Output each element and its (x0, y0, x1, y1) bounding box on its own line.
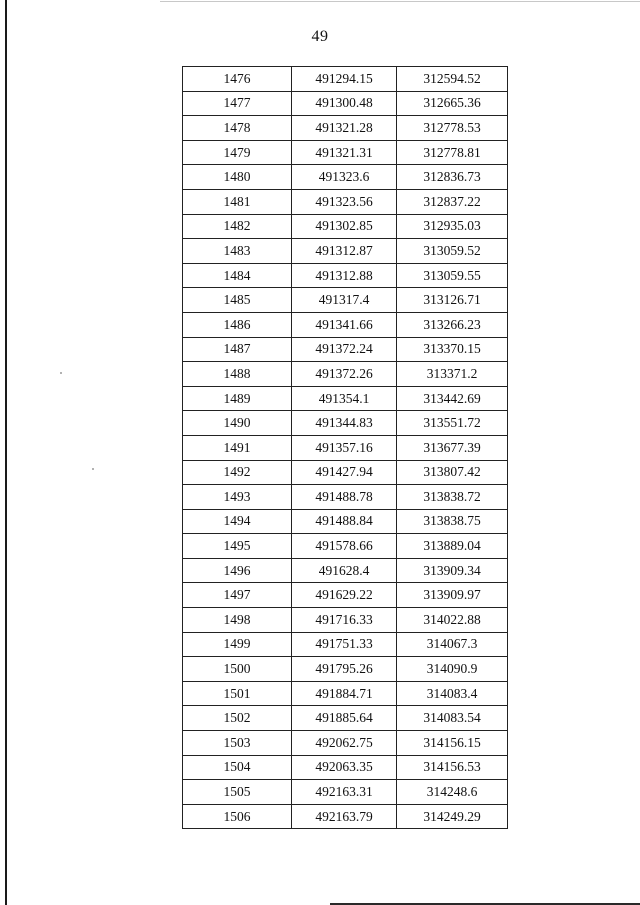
x-coordinate-cell: 491354.1 (292, 386, 397, 411)
point-number-cell: 1480 (183, 165, 292, 190)
x-coordinate-cell: 491344.83 (292, 411, 397, 436)
point-number-cell: 1479 (183, 140, 292, 165)
point-number-cell: 1491 (183, 435, 292, 460)
y-coordinate-cell: 313059.52 (397, 239, 508, 264)
table-row (183, 214, 508, 239)
table-row (183, 755, 508, 780)
point-number-cell: 1478 (183, 116, 292, 141)
x-coordinate-cell: 492062.75 (292, 731, 397, 756)
table-row (183, 681, 508, 706)
y-coordinate-cell: 314083.54 (397, 706, 508, 731)
y-coordinate-cell: 314067.3 (397, 632, 508, 657)
point-number-cell: 1476 (183, 67, 292, 92)
point-number-cell: 1501 (183, 681, 292, 706)
point-number-cell: 1506 (183, 804, 292, 829)
y-coordinate-cell: 313442.69 (397, 386, 508, 411)
table-row (183, 632, 508, 657)
y-coordinate-cell: 313838.72 (397, 485, 508, 510)
table-row (183, 706, 508, 731)
x-coordinate-cell: 491372.26 (292, 362, 397, 387)
table-row (183, 460, 508, 485)
x-coordinate-cell: 491302.85 (292, 214, 397, 239)
point-number-cell: 1502 (183, 706, 292, 731)
coordinates-table-body (183, 67, 508, 829)
table-row (183, 116, 508, 141)
y-coordinate-cell: 312935.03 (397, 214, 508, 239)
y-coordinate-cell: 312778.81 (397, 140, 508, 165)
x-coordinate-cell: 491321.28 (292, 116, 397, 141)
table-row (183, 731, 508, 756)
y-coordinate-cell: 313838.75 (397, 509, 508, 534)
y-coordinate-cell: 312778.53 (397, 116, 508, 141)
x-coordinate-cell: 492163.79 (292, 804, 397, 829)
x-coordinate-cell: 491751.33 (292, 632, 397, 657)
point-number-cell: 1477 (183, 91, 292, 116)
table-row (183, 386, 508, 411)
y-coordinate-cell: 314156.15 (397, 731, 508, 756)
point-number-cell: 1497 (183, 583, 292, 608)
point-number-cell: 1493 (183, 485, 292, 510)
table-row (183, 91, 508, 116)
table-row (183, 435, 508, 460)
x-coordinate-cell: 491323.56 (292, 189, 397, 214)
y-coordinate-cell: 312665.36 (397, 91, 508, 116)
x-coordinate-cell: 491323.6 (292, 165, 397, 190)
x-coordinate-cell: 491372.24 (292, 337, 397, 362)
x-coordinate-cell: 491716.33 (292, 608, 397, 633)
point-number-cell: 1498 (183, 608, 292, 633)
y-coordinate-cell: 313059.55 (397, 263, 508, 288)
x-coordinate-cell: 491427.94 (292, 460, 397, 485)
x-coordinate-cell: 491300.48 (292, 91, 397, 116)
table-row (183, 140, 508, 165)
x-coordinate-cell: 491629.22 (292, 583, 397, 608)
table-row (183, 189, 508, 214)
table-row (183, 657, 508, 682)
point-number-cell: 1487 (183, 337, 292, 362)
table-row (183, 780, 508, 805)
point-number-cell: 1486 (183, 312, 292, 337)
x-coordinate-cell: 491488.78 (292, 485, 397, 510)
x-coordinate-cell: 491357.16 (292, 435, 397, 460)
y-coordinate-cell: 314248.6 (397, 780, 508, 805)
x-coordinate-cell: 491341.66 (292, 312, 397, 337)
table-row (183, 534, 508, 559)
table-row (183, 608, 508, 633)
point-number-cell: 1492 (183, 460, 292, 485)
x-coordinate-cell: 491628.4 (292, 558, 397, 583)
x-coordinate-cell: 492063.35 (292, 755, 397, 780)
point-number-cell: 1481 (183, 189, 292, 214)
y-coordinate-cell: 312837.22 (397, 189, 508, 214)
point-number-cell: 1499 (183, 632, 292, 657)
table-row (183, 411, 508, 436)
x-coordinate-cell: 491312.87 (292, 239, 397, 264)
point-number-cell: 1505 (183, 780, 292, 805)
y-coordinate-cell: 313266.23 (397, 312, 508, 337)
point-number-cell: 1485 (183, 288, 292, 313)
x-coordinate-cell: 491294.15 (292, 67, 397, 92)
y-coordinate-cell: 313551.72 (397, 411, 508, 436)
point-number-cell: 1483 (183, 239, 292, 264)
y-coordinate-cell: 313126.71 (397, 288, 508, 313)
x-coordinate-cell: 491488.84 (292, 509, 397, 534)
table-row (183, 337, 508, 362)
y-coordinate-cell: 313371.2 (397, 362, 508, 387)
point-number-cell: 1495 (183, 534, 292, 559)
point-number-cell: 1488 (183, 362, 292, 387)
y-coordinate-cell: 314083.4 (397, 681, 508, 706)
point-number-cell: 1482 (183, 214, 292, 239)
y-coordinate-cell: 314249.29 (397, 804, 508, 829)
y-coordinate-cell: 313370.15 (397, 337, 508, 362)
table-row (183, 288, 508, 313)
page-number: 49 (311, 28, 329, 45)
table-row (183, 804, 508, 829)
point-number-cell: 1504 (183, 755, 292, 780)
table-row (183, 583, 508, 608)
x-coordinate-cell: 491885.64 (292, 706, 397, 731)
y-coordinate-cell: 314156.53 (397, 755, 508, 780)
table-row (183, 312, 508, 337)
table-row (183, 509, 508, 534)
x-coordinate-cell: 491317.4 (292, 288, 397, 313)
point-number-cell: 1489 (183, 386, 292, 411)
y-coordinate-cell: 314022.88 (397, 608, 508, 633)
table-row (183, 67, 508, 92)
x-coordinate-cell: 492163.31 (292, 780, 397, 805)
point-number-cell: 1494 (183, 509, 292, 534)
y-coordinate-cell: 312594.52 (397, 67, 508, 92)
scan-speck (60, 372, 62, 374)
x-coordinate-cell: 491321.31 (292, 140, 397, 165)
y-coordinate-cell: 313909.34 (397, 558, 508, 583)
scan-speck (92, 468, 94, 470)
point-number-cell: 1500 (183, 657, 292, 682)
y-coordinate-cell: 313677.39 (397, 435, 508, 460)
x-coordinate-cell: 491795.26 (292, 657, 397, 682)
table-row (183, 558, 508, 583)
scan-edge-left (5, 0, 7, 905)
point-number-cell: 1503 (183, 731, 292, 756)
point-number-cell: 1496 (183, 558, 292, 583)
coordinates-table (182, 66, 508, 829)
y-coordinate-cell: 313807.42 (397, 460, 508, 485)
y-coordinate-cell: 314090.9 (397, 657, 508, 682)
x-coordinate-cell: 491578.66 (292, 534, 397, 559)
point-number-cell: 1484 (183, 263, 292, 288)
table-row (183, 165, 508, 190)
y-coordinate-cell: 313909.97 (397, 583, 508, 608)
point-number-cell: 1490 (183, 411, 292, 436)
y-coordinate-cell: 313889.04 (397, 534, 508, 559)
table-row (183, 263, 508, 288)
x-coordinate-cell: 491884.71 (292, 681, 397, 706)
table-row (183, 239, 508, 264)
table-row (183, 485, 508, 510)
y-coordinate-cell: 312836.73 (397, 165, 508, 190)
x-coordinate-cell: 491312.88 (292, 263, 397, 288)
scan-edge-top (160, 1, 640, 2)
table-row (183, 362, 508, 387)
